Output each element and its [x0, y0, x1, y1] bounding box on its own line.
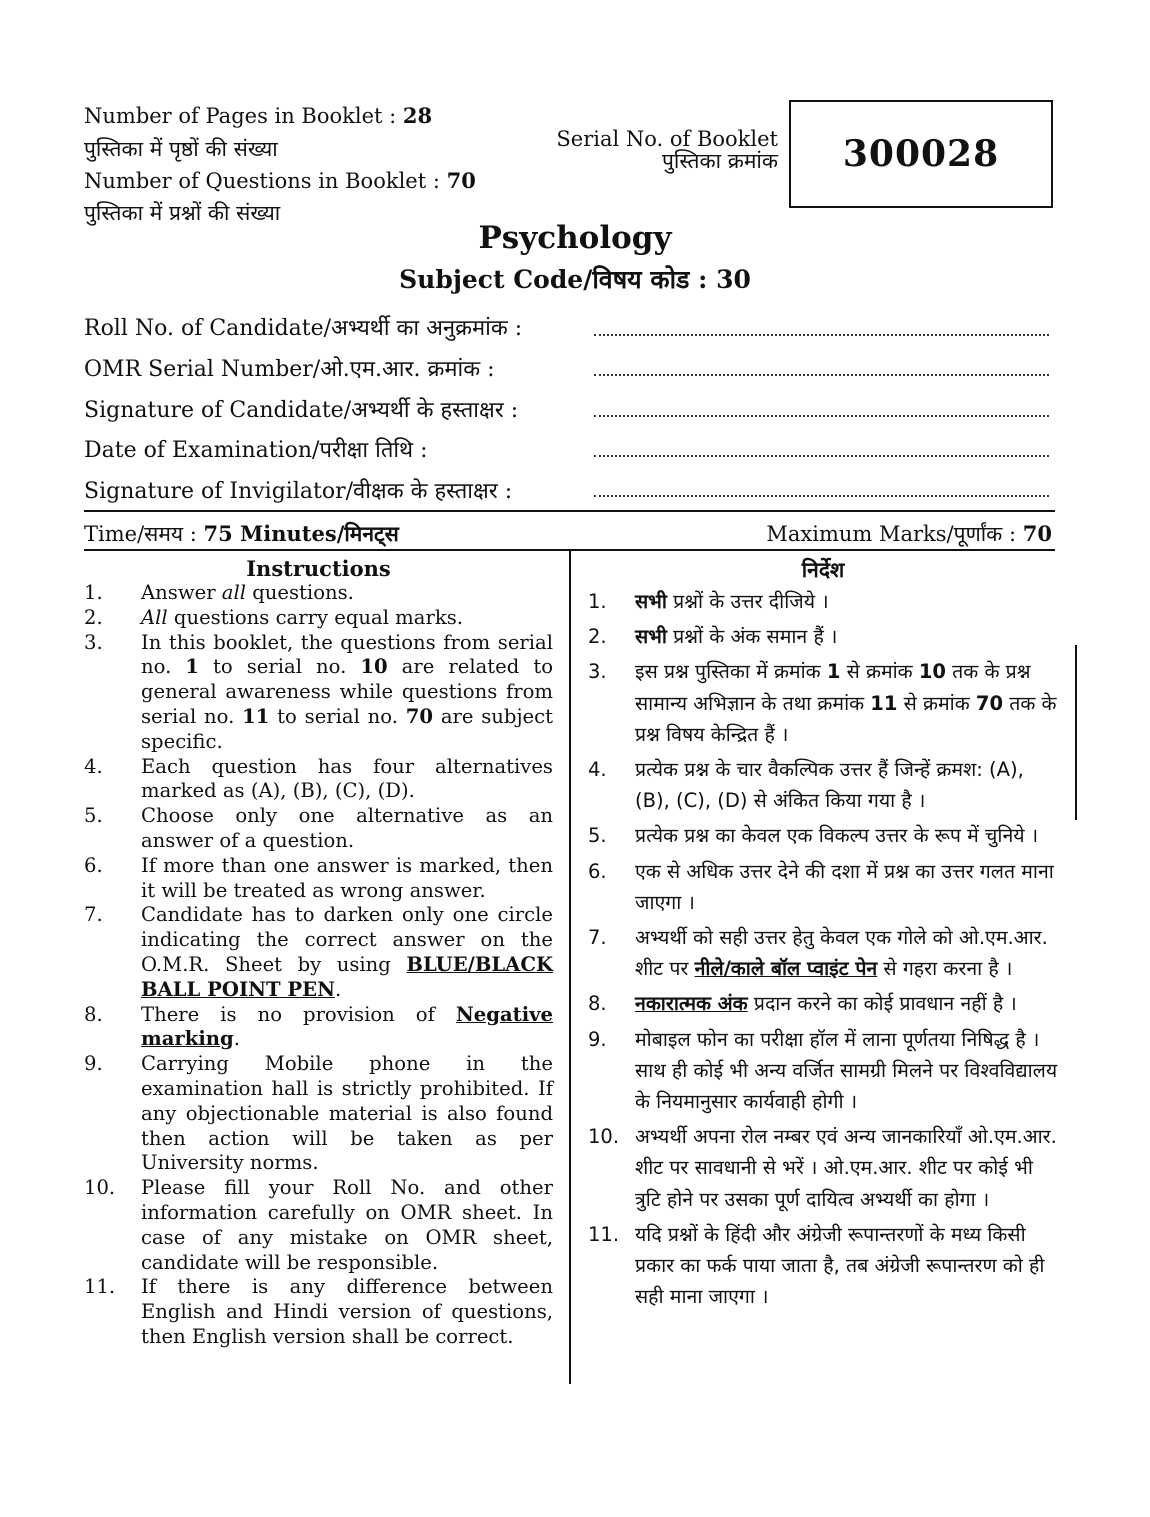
instructions-heading: Instructions	[246, 556, 391, 581]
item-text: Candidate has to darken only one circle indicating the correct answer on the O.M.R. Sheet by using	[141, 903, 553, 976]
item-number: 11.	[84, 1275, 116, 1299]
item-text: प्रश्नों के उत्तर दीजिये ।	[666, 590, 829, 613]
item-text: If more than one answer is marked, then it will be treated as wrong answer.	[141, 853, 553, 902]
instruction-item	[588, 621, 1058, 652]
roll-no-field[interactable]	[594, 334, 1049, 336]
maximum-marks	[766, 520, 1052, 548]
item-number: 9.	[588, 1027, 607, 1051]
item-number: 11.	[588, 1222, 620, 1246]
item-number: 5.	[84, 804, 103, 828]
item-emphasis: Negative marking	[141, 1002, 553, 1051]
candidate-signature-field[interactable]	[594, 415, 1049, 417]
invigilator-signature-field[interactable]	[594, 495, 1049, 497]
item-number: 1.	[84, 581, 103, 604]
item-number: 9.	[84, 1052, 103, 1076]
marks-label: Maximum Marks/पूर्णांक :	[766, 522, 1017, 546]
item-text: .	[233, 1027, 240, 1051]
item-bold: 10	[360, 655, 388, 679]
subject-code-label: Subject Code/विषय कोड :	[399, 265, 708, 294]
item-text: एक से अधिक उत्तर देने की दशा में प्रश्न का उत्तर गलत माना जाएगा ।	[635, 859, 1054, 914]
pages-value: 28	[402, 103, 433, 128]
item-number: 3.	[84, 630, 103, 654]
roll-no-label: Roll No. of Candidate/अभ्यर्थी का अनुक्रमांक :	[84, 316, 523, 341]
item-number: 6.	[588, 859, 607, 883]
item-bold: 11	[242, 704, 270, 728]
item-text: इस प्रश्न पुस्तिका में क्रमांक	[635, 660, 827, 684]
item-number: 4.	[588, 758, 607, 782]
serial-label-en: Serial No. of Booklet	[556, 127, 778, 151]
pages-label: Number of Pages in Booklet :	[84, 104, 397, 128]
item-text: Please fill your Roll No. and other information carefully on OMR sheet. In case of any mistake on OMR sheet, candidate will be responsible.	[141, 1176, 553, 1274]
item-text: प्रश्नों के अंक समान हैं ।	[666, 625, 838, 649]
instruction-item	[588, 656, 1058, 750]
item-text: to serial no.	[198, 655, 361, 679]
item-text: are subject specific.	[141, 704, 553, 753]
instruction-item	[84, 1275, 553, 1349]
column-divider	[569, 551, 571, 1384]
item-number: 10.	[84, 1176, 116, 1200]
item-text: मोबाइल फोन का परीक्षा हॉल में लाना पूर्णतया निषिद्ध है । साथ ही कोई भी अन्य वर्जित सामग्री मिलने पर विश्वविद्यालय के नियमानुसार कार्यवाही होगी ।	[635, 1027, 1058, 1114]
item-bold: 11	[870, 691, 898, 715]
item-bold: 70	[975, 691, 1004, 715]
item-text: से गहरा करना है ।	[877, 957, 1013, 981]
subject-title: Psychology	[478, 220, 672, 256]
exam-date-label: Date of Examination/परीक्षा तिथि :	[84, 438, 428, 463]
item-text: तक के प्रश्न विषय केन्द्रित हैं ।	[635, 691, 1057, 746]
questions-label: Number of Questions in Booklet :	[84, 169, 440, 193]
item-number: 1.	[588, 590, 607, 613]
item-text: Each question has four alternatives marked as (A), (B), (C), (D).	[141, 754, 553, 803]
exam-date-field[interactable]	[594, 455, 1049, 457]
item-number: 6.	[84, 853, 103, 877]
omr-serial-label: OMR Serial Number/ओ.एम.आर. क्रमांक :	[84, 357, 495, 382]
item-bold: 70	[405, 704, 434, 728]
item-text: अभ्यर्थी अपना रोल नम्बर एवं अन्य जानकारियाँ ओ.एम.आर. शीट पर सावधानी से भरें । ओ.एम.आर. शीट पर कोई भी त्रुटि होने पर उसका पूर्ण दायित्व अभ्यर्थी का होगा ।	[635, 1125, 1057, 1211]
instruction-item	[588, 1024, 1058, 1118]
serial-number-box	[789, 100, 1053, 208]
serial-label	[528, 128, 778, 172]
instruction-item	[588, 586, 1058, 617]
item-text: to serial no.	[269, 704, 406, 728]
instruction-item	[84, 631, 553, 755]
item-text: तक के प्रश्न सामान्य अभिज्ञान के तथा क्रमांक	[635, 660, 1031, 715]
item-bold: सभी	[635, 590, 667, 613]
item-text: are related to general awareness while questions from serial no.	[141, 655, 553, 728]
instruction-item	[84, 854, 553, 904]
instruction-item	[588, 922, 1058, 984]
invigilator-signature-label: Signature of Invigilator/वीक्षक के हस्ताक्षर :	[84, 479, 513, 504]
candidate-signature-label: Signature of Candidate/अभ्यर्थी के हस्ताक्षर :	[84, 398, 519, 423]
item-emphasis: all	[221, 581, 247, 604]
item-number: 2.	[588, 625, 607, 649]
item-text: से क्रमांक	[897, 691, 976, 715]
serial-number: 300028	[842, 133, 1000, 175]
item-number: 7.	[84, 903, 103, 927]
item-bold: 1	[185, 655, 199, 679]
instruction-item	[84, 903, 553, 1002]
item-number: 3.	[588, 660, 607, 684]
item-text: प्रत्येक प्रश्न का केवल एक विकल्प उत्तर के रूप में चुनिये ।	[635, 824, 1039, 848]
item-emphasis: नीले/काले बॉल प्वाइंट पेन	[694, 957, 878, 981]
item-number: 8.	[84, 1002, 103, 1026]
instruction-item	[84, 581, 553, 606]
questions-count	[84, 169, 476, 193]
instructions-hindi	[588, 556, 1058, 1316]
item-bold: 1	[826, 660, 841, 684]
subject-code	[0, 262, 1150, 296]
pages-count	[84, 104, 432, 128]
time-label: Time/समय :	[84, 522, 197, 546]
instruction-item	[84, 755, 553, 805]
item-text: Answer	[141, 581, 222, 604]
instruction-item	[84, 1003, 553, 1053]
item-number: 4.	[84, 754, 103, 778]
pages-count-hindi: पुस्तिका में पृष्ठों की संख्या	[84, 137, 278, 161]
instructions-heading-hindi: निर्देश	[801, 558, 845, 582]
item-number: 7.	[588, 926, 607, 950]
instruction-item	[84, 1052, 553, 1176]
item-text: If there is any difference between English and Hindi version of questions, then English version shall be correct.	[141, 1275, 553, 1348]
item-emphasis: BLUE/BLACK BALL POINT PEN	[141, 952, 553, 1001]
questions-count-hindi: पुस्तिका में प्रश्नों की संख्या	[84, 201, 281, 225]
instructions-list-hindi	[588, 586, 1058, 1312]
item-bold: सभी	[635, 625, 667, 649]
margin-mark	[1075, 645, 1077, 820]
item-text: There is no provision of	[141, 1002, 456, 1026]
item-text: से क्रमांक	[840, 660, 919, 684]
item-text: Carrying Mobile phone in the examination hall is strictly prohibited. If any objectionable material is also found then action will be taken as per University norms.	[141, 1052, 553, 1175]
instruction-item	[588, 754, 1058, 816]
instruction-item	[84, 606, 553, 631]
divider-top	[84, 510, 1055, 512]
item-bold: 10	[918, 660, 946, 684]
item-text: यदि प्रश्नों के हिंदी और अंग्रेजी रूपान्तरणों के मध्य किसी प्रकार का फर्क पाया जाता है, तब अंग्रेजी रूपान्तरण को ही सही माना जाएगा ।	[635, 1222, 1045, 1309]
item-text: Choose only one alternative as an answer of a question.	[141, 804, 553, 852]
instruction-item	[588, 1219, 1058, 1313]
instruction-item	[588, 988, 1058, 1019]
item-text: अभ्यर्थी को सही उत्तर हेतु केवल एक गोले को ओ.एम.आर. शीट पर	[635, 926, 1048, 981]
item-number: 8.	[588, 992, 607, 1016]
time-allowed	[84, 520, 399, 548]
item-text: प्रदान करने का कोई प्रावधान नहीं है ।	[747, 992, 1017, 1016]
item-text: questions carry equal marks.	[167, 605, 463, 629]
item-text: .	[335, 977, 342, 1001]
item-text: In this booklet, the questions from serial no.	[141, 630, 553, 679]
questions-value: 70	[446, 168, 476, 193]
time-value: 75 Minutes/मिनट्स	[203, 521, 399, 546]
omr-serial-field[interactable]	[594, 374, 1049, 376]
instruction-item	[588, 1121, 1058, 1215]
subject-code-value: 30	[716, 265, 751, 294]
marks-value: 70	[1022, 521, 1052, 546]
item-emphasis: All	[141, 605, 168, 629]
instruction-item	[588, 856, 1058, 918]
item-number: 5.	[588, 824, 607, 848]
instruction-item	[588, 820, 1058, 851]
instruction-item	[84, 1176, 553, 1275]
item-number: 10.	[588, 1125, 620, 1149]
item-number: 2.	[84, 605, 103, 629]
item-emphasis: नकारात्मक अंक	[635, 992, 748, 1016]
instructions-list	[84, 581, 553, 1350]
instructions-english	[84, 556, 553, 1350]
instruction-item	[84, 804, 553, 854]
serial-label-hindi: पुस्तिका क्रमांक	[661, 149, 778, 173]
item-text: questions.	[246, 581, 354, 604]
item-text: प्रत्येक प्रश्न के चार वैकल्पिक उत्तर हैं जिन्हें क्रमश: (A), (B), (C), (D) से अंकित किया गया है ।	[635, 758, 1024, 813]
